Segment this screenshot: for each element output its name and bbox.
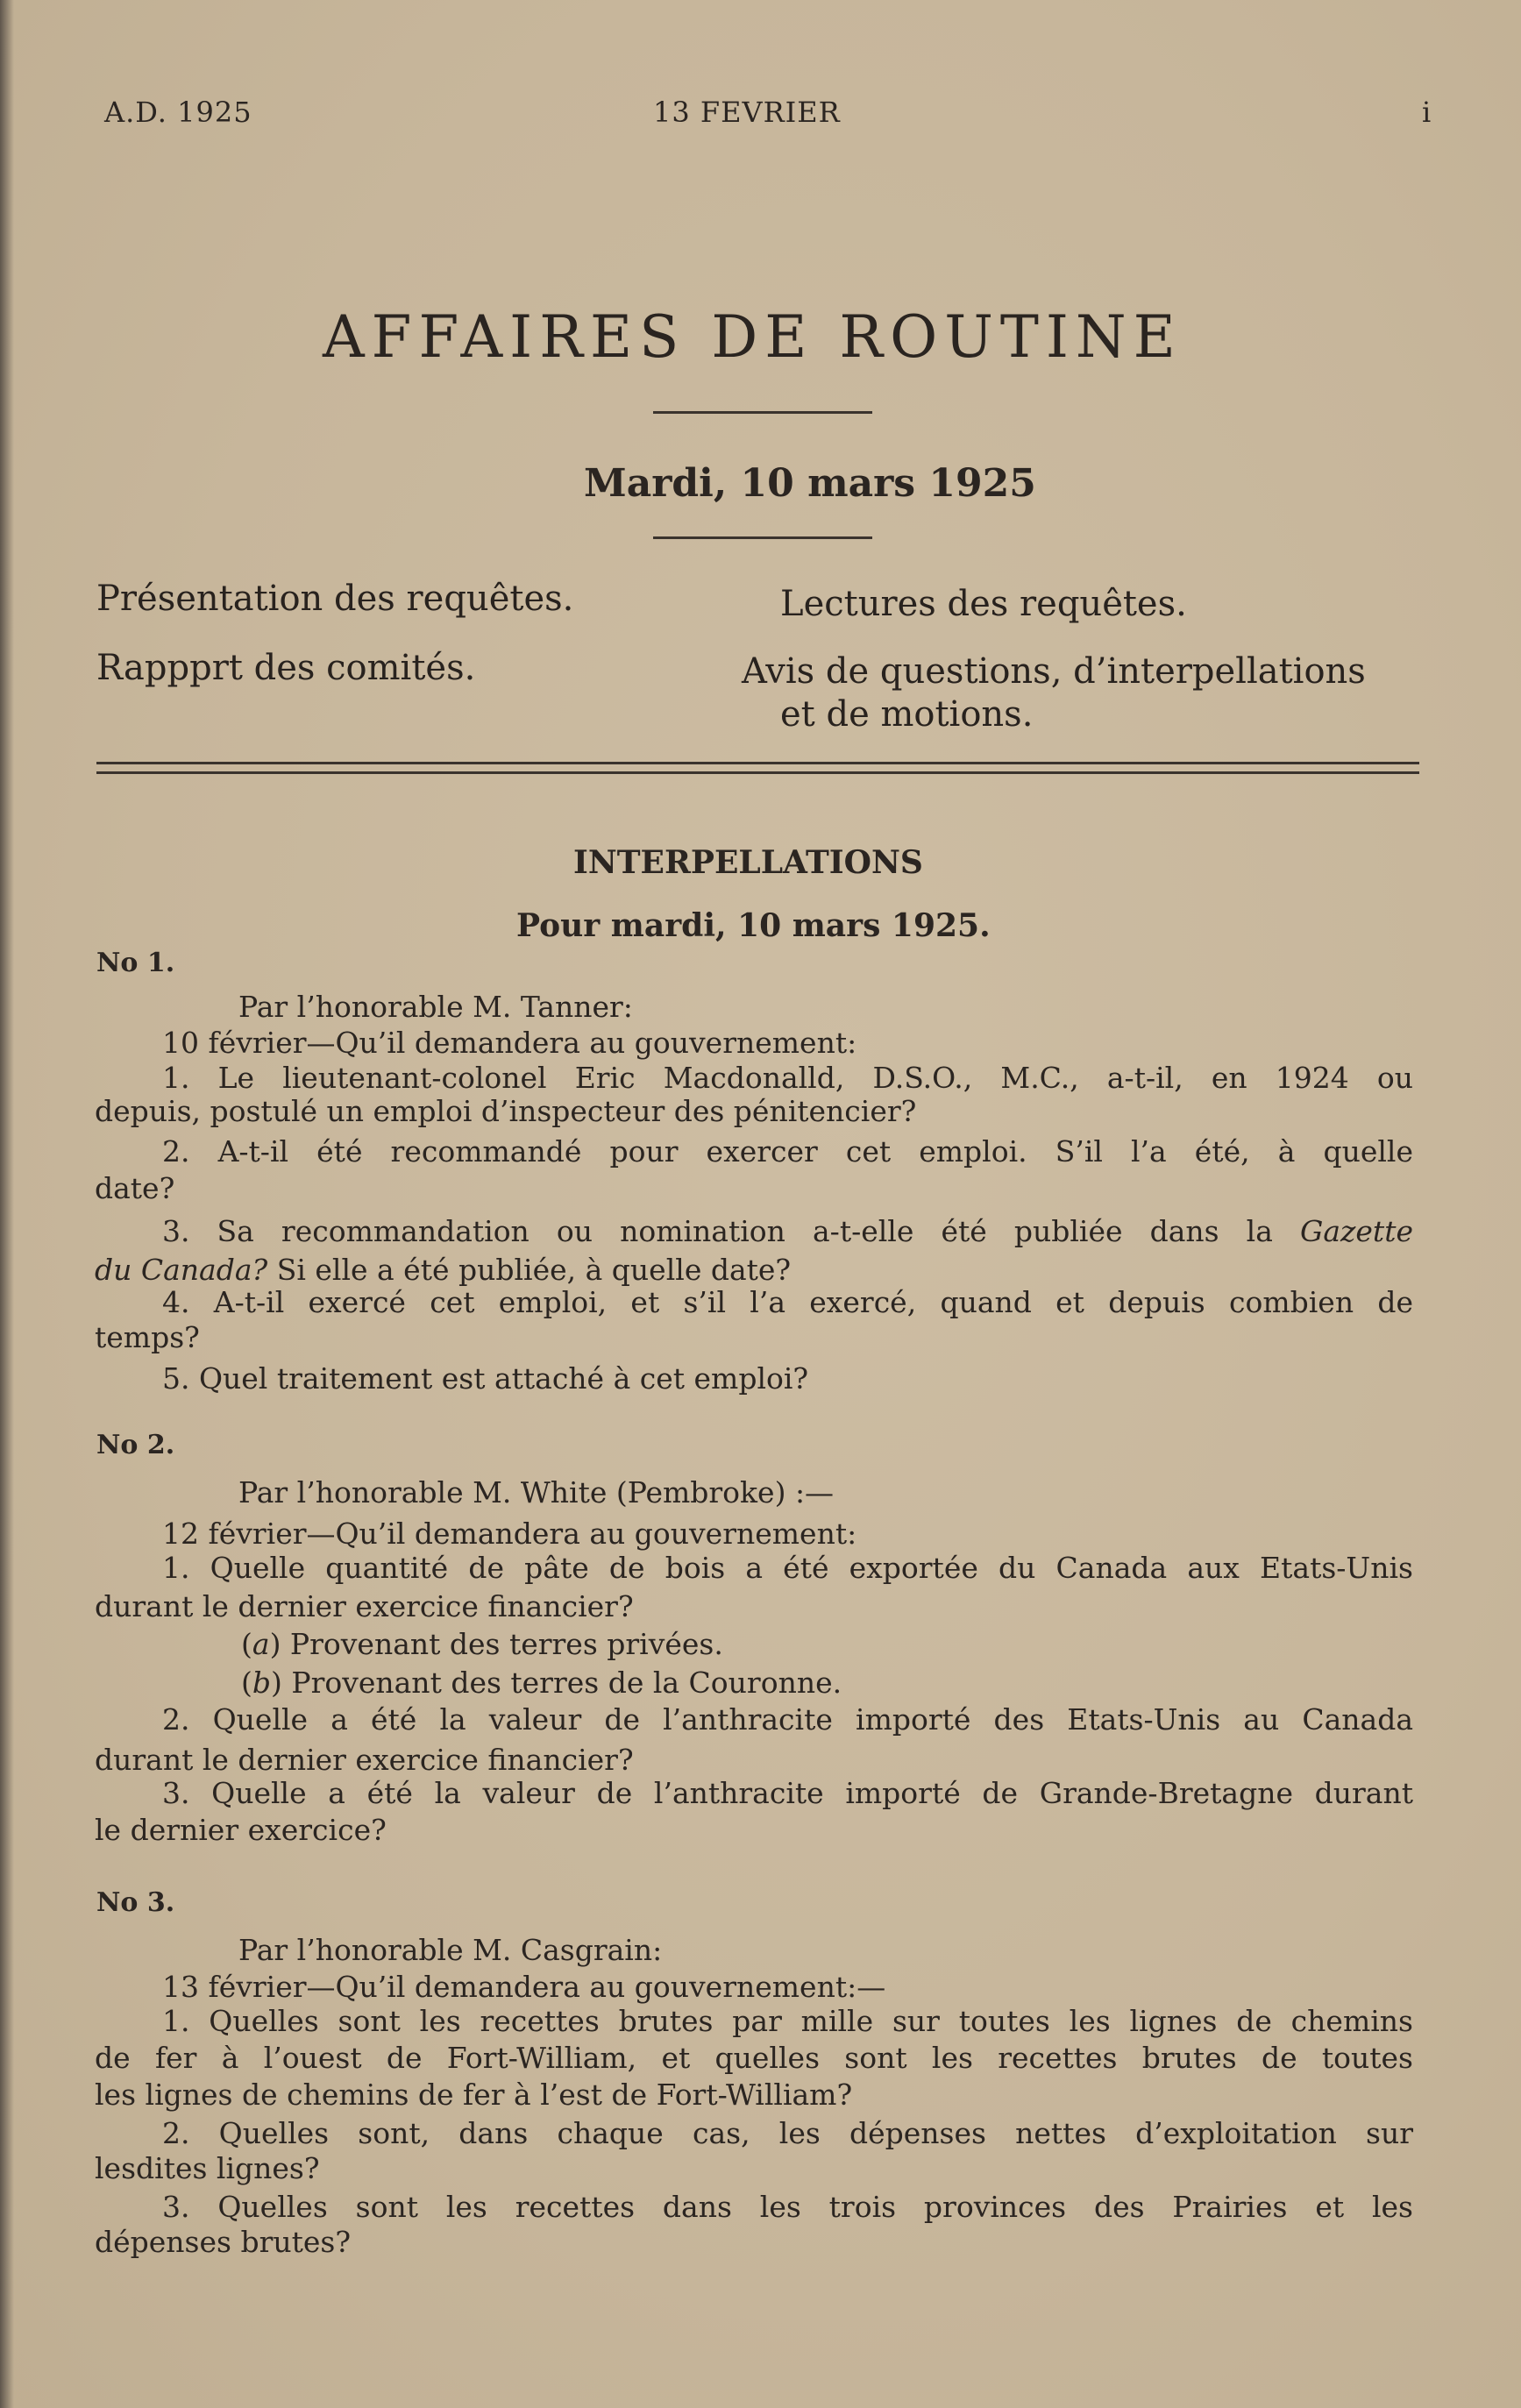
- question-line: [95, 1094, 916, 1129]
- question-line: [95, 1589, 634, 1624]
- line-text: 2. A-t-il été recommandé pour exercer cet emploi. S’il l’a été, à quelle: [162, 1134, 1413, 1168]
- question-number: No 3.: [96, 1887, 175, 1918]
- page-title: AFFAIRES DE ROUTINE: [323, 303, 1183, 371]
- header-year: A.D. 1925: [104, 96, 252, 129]
- line-text: dépenses brutes?: [95, 2225, 352, 2259]
- line-text: Par l’honorable M. Casgrain:: [238, 1933, 663, 1967]
- question-line: [162, 2190, 1413, 2225]
- line-text: 3. Quelles sont les recettes dans les trois provinces des Prairies et les: [162, 2190, 1413, 2224]
- line-text: 3. Sa recommandation ou nomination a-t-elle été publiée dans la: [162, 1214, 1300, 1248]
- line-text: 1. Quelles sont les recettes brutes par mille sur toutes les lignes de chemins: [162, 2004, 1413, 2038]
- header-date: 13 FEVRIER: [653, 96, 841, 129]
- question-line: [238, 1933, 662, 1968]
- line-text: Si elle a été publiée, à quelle date?: [267, 1253, 792, 1287]
- italic-text: b: [252, 1666, 271, 1700]
- sitting-date: Mardi, 10 mars 1925: [584, 461, 1036, 506]
- question-line: [95, 1813, 387, 1848]
- line-text: 10 février—Qu’il demandera au gouvernement:: [162, 1026, 857, 1060]
- line-text: 5. Quel traitement est attaché à cet emploi?: [162, 1361, 809, 1396]
- italic-text: Gazette: [1299, 1214, 1413, 1248]
- question-line: [162, 2004, 1413, 2039]
- question-line: [162, 1517, 856, 1552]
- question-line: [95, 1743, 634, 1778]
- question-line: [95, 2151, 320, 2186]
- question-line: [95, 1171, 174, 1206]
- question-line: [95, 2078, 852, 2113]
- line-text: les lignes de chemins de fer à l’est de Fort-William?: [95, 2078, 853, 2112]
- section-title: INTERPELLATIONS: [573, 844, 923, 881]
- line-text: depuis, postulé un emploi d’inspecteur des pénitencier?: [95, 1094, 917, 1128]
- italic-text: a: [252, 1627, 270, 1661]
- routine-item: Avis de questions, d’interpellations: [742, 651, 1366, 692]
- line-text: 4. A-t-il exercé cet emploi, et s’il l’a exercé, quand et depuis combien de: [162, 1285, 1413, 1319]
- line-text: 2. Quelle a été la valeur de l’anthracite importé des Etats-Unis au Canada: [162, 1702, 1413, 1737]
- line-text: 2. Quelles sont, dans chaque cas, les dépenses nettes d’exploitation sur: [162, 2116, 1413, 2150]
- question-line: [162, 2116, 1413, 2151]
- double-rule-bottom: [96, 771, 1419, 774]
- routine-item: Rappprt des comités.: [96, 648, 476, 688]
- question-line: [241, 1627, 723, 1662]
- question-line: [95, 2041, 1413, 2076]
- line-text: 12 février—Qu’il demandera au gouvernement:: [162, 1517, 857, 1551]
- date-rule: [653, 536, 872, 539]
- line-text: lesdites lignes?: [95, 2151, 320, 2185]
- page-edge-shadow: [0, 0, 14, 2408]
- line-text: 1. Quelle quantité de pâte de bois a été exportée du Canada aux Etats-Unis: [162, 1551, 1413, 1585]
- line-text: temps?: [95, 1320, 200, 1354]
- question-line: [238, 990, 633, 1025]
- line-text: date?: [95, 1171, 175, 1205]
- double-rule-top: [96, 762, 1419, 764]
- section-subtitle: Pour mardi, 10 mars 1925.: [516, 907, 991, 944]
- question-line: [162, 1285, 1413, 1320]
- line-text: ) Provenant des terres de la Couronne.: [271, 1666, 842, 1700]
- question-line: [162, 1551, 1413, 1586]
- line-text: (: [241, 1666, 252, 1700]
- question-line: [162, 1026, 856, 1061]
- line-text: Par l’honorable M. Tanner:: [238, 990, 633, 1024]
- question-line: [162, 1214, 1413, 1249]
- question-line: [162, 1361, 808, 1396]
- question-line: [95, 1253, 791, 1288]
- question-number: No 1.: [96, 948, 175, 978]
- line-text: 13 février—Qu’il demandera au gouvernement:—: [162, 1970, 886, 2004]
- italic-text: du Canada?: [95, 1253, 268, 1287]
- line-text: ) Provenant des terres privées.: [269, 1627, 723, 1661]
- line-text: Par l’honorable M. White (Pembroke) :—: [238, 1475, 835, 1509]
- routine-item: Présentation des requêtes.: [96, 579, 574, 619]
- question-line: [162, 1061, 1413, 1096]
- line-text: (: [241, 1627, 252, 1661]
- line-text: 3. Quelle a été la valeur de l’anthracite importé de Grande-Bretagne durant: [162, 1776, 1413, 1810]
- question-line: [95, 2225, 351, 2260]
- question-line: [162, 1702, 1413, 1737]
- question-line: [238, 1475, 834, 1510]
- page-number: i: [1422, 96, 1432, 129]
- question-line: [162, 1776, 1413, 1811]
- question-line: [162, 1134, 1413, 1169]
- question-line: [162, 1970, 885, 2005]
- routine-item: et de motions.: [780, 694, 1034, 735]
- line-text: durant le dernier exercice financier?: [95, 1589, 634, 1623]
- question-line: [241, 1666, 842, 1701]
- line-text: durant le dernier exercice financier?: [95, 1743, 634, 1777]
- routine-item: Lectures des requêtes.: [780, 584, 1187, 624]
- line-text: de fer à l’ouest de Fort-William, et quelles sont les recettes brutes de toutes: [95, 2041, 1413, 2075]
- question-number: No 2.: [96, 1430, 175, 1460]
- line-text: le dernier exercice?: [95, 1813, 387, 1847]
- title-rule: [653, 411, 872, 414]
- question-line: [95, 1320, 200, 1355]
- line-text: 1. Le lieutenant-colonel Eric Macdonalld, D.S.O., M.C., a-t-il, en 1924 ou: [162, 1061, 1413, 1095]
